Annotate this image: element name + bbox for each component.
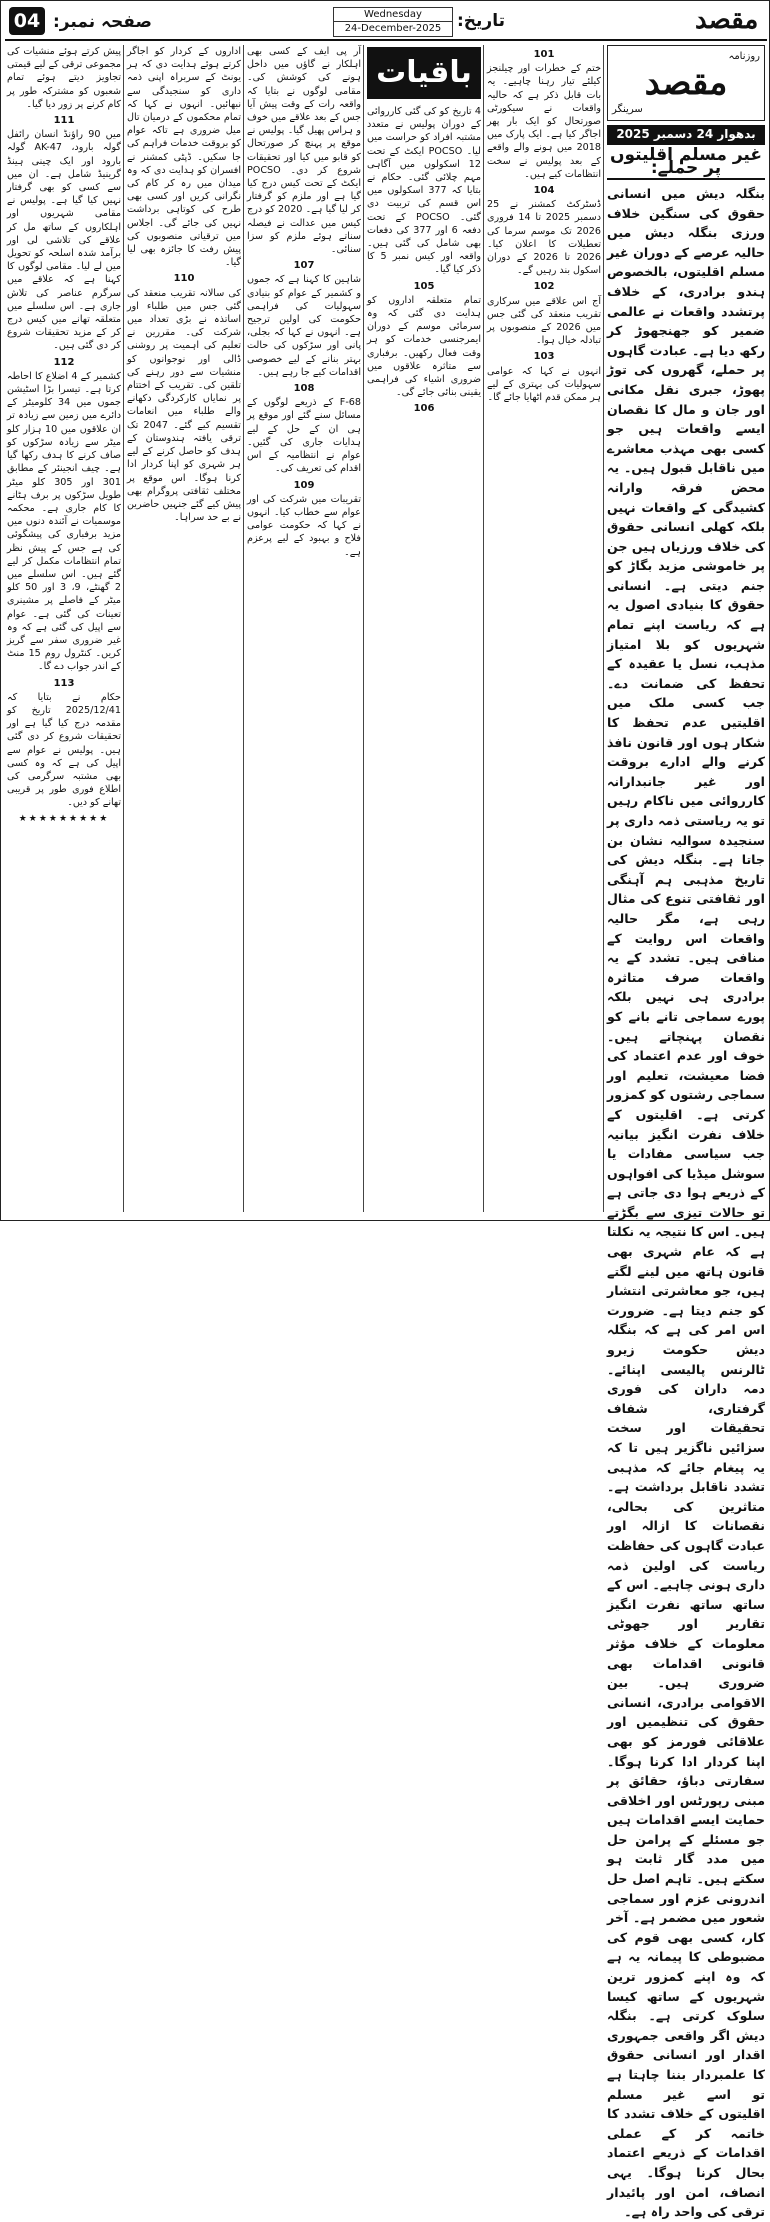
section-number: 103	[533, 351, 555, 363]
section-number: 108	[293, 383, 315, 395]
news-paragraph: ختم کے خطرات اور چیلنجز کیلئے تیار رہنا چاہیے۔ یہ بات قابل ذکر ہے کہ حالیہ واقعات نے سیکورٹی صورتحال کو ایک بار پھر اجاگر کیا ہے۔ ایک پارک میں 2018 میں ہونے والے واقعے کے بعد پولیس نے سخت انتظامات کیے ہیں۔	[487, 63, 601, 180]
news-paragraph: انہوں نے کہا کہ عوامی سہولیات کی بہتری کے لیے ہر ممکن قدم اٹھایا جائے گا۔	[487, 365, 601, 404]
masthead	[607, 45, 765, 121]
section-number: 102	[533, 281, 555, 293]
news-paragraph: اداروں کے کردار کو اجاگر کرتے ہوئے ہدایت دی کہ ہر یونٹ کے سربراہ اپنی ذمہ داری کو سنجیدگی سے نبھائیں۔ انہوں نے کہا کہ تمام محکموں کے درمیان تال میل ضروری ہے تاکہ عوام کو بروقت خدمات فراہم کی جا سکیں۔ ڈپٹی کمشنر نے افسران کو ہدایت دی کہ وہ میدان میں رہ کر کام کی نگرانی کریں اور کسی بھی طرح کی کوتاہی برداشت نہیں کی جائے گی۔ اجلاس میں ترقیاتی منصوبوں کی پیش رفت کا جائزہ بھی لیا گیا۔	[127, 46, 241, 269]
page-number-label: صفحہ نمبر:	[53, 12, 152, 32]
date-box	[333, 7, 453, 37]
masthead-rozname: روزنامہ	[728, 51, 760, 62]
section-number: 105	[413, 280, 435, 292]
editorial-text: بنگلہ دیش میں انسانی حقوق کی سنگین خلاف ورزی بنگلہ دیش میں حالیہ عرصے کے دوران غیر مسلم اقلیتوں، بالخصوص ہندو برادری، کے خلاف پرتشدد واقعات نے عالمی ضمیر کو جھنجھوڑ کر رکھ دیا ہے۔ عبادت گاہوں پر حملے، گھروں کی توڑ پھوڑ، جبری نقل مکانی اور جان و مال کا نقصان ایسے واقعات ہیں جو کسی بھی مہذب معاشرے میں ناقابل قبول ہیں۔ یہ محض فرقہ وارانہ کشیدگی کے واقعات نہیں بلکہ کھلی انسانی حقوق کی خلاف ورزیاں ہیں جن پر خاموشی مزید بگاڑ کو جنم دیتی ہے۔ انسانی حقوق کا بنیادی اصول یہ ہے کہ ریاست اپنے تمام شہریوں کو بلا امتیاز مذہب، نسل یا عقیدہ کے تحفظ کی ضمانت دے۔ جب کسی ملک میں اقلیتیں عدم تحفظ کا شکار ہوں اور قانون نافذ کرنے والے ادارے بروقت اور غیر جانبدارانہ کارروائی میں ناکام رہیں تو یہ ریاستی ذمہ داری پر سنجیدہ سوالیہ نشان بن جاتا ہے۔ بنگلہ دیش کی تاریخ مذہبی ہم آہنگی اور ثقافتی تنوع کی مثال رہی ہے، مگر حالیہ واقعات اس روایت کے منافی ہیں۔ تشدد کے یہ واقعات صرف متاثرہ برادری ہی نہیں بلکہ پورے سماجی تانے بانے کو نقصان پہنچاتے ہیں۔ خوف اور عدم اعتماد کی فضا معیشت، تعلیم اور سماجی رشتوں کو کمزور کرتی ہے۔ اقلیتوں کے خلاف نفرت انگیز بیانیہ جب سیاسی مفادات یا سوشل میڈیا کی افواہوں کے ذریعے ہوا دی جاتی ہے تو حالات تیزی سے بگڑتے ہیں۔ اس کا نتیجہ یہ نکلتا ہے کہ عام شہری بھی قانون ہاتھ میں لینے لگتے ہیں، جو معاشرتی انتشار کو جنم دیتا ہے۔ ضرورت اس امر کی ہے کہ بنگلہ دیش حکومت زیرو ٹالرنس پالیسی اپنائے۔ دمہ داران کی فوری گرفتاری، شفاف تحقیقات اور سخت سزائیں ناگزیر ہیں تا کہ یہ پیغام جائے کہ مذہبی تشدد ناقابل برداشت ہے۔ متاثرین کی بحالی، نقصانات کا ازالہ اور عبادت گاہوں کی حفاظت ریاست کی اولین ذمہ داری ہونی چاہیے۔ اس کے ساتھ ساتھ نفرت انگیز تقاریر اور جھوٹی معلومات کے خلاف مؤثر قانونی اقدامات بھی ضروری ہیں۔ بین الاقوامی برادری، انسانی حقوق کی تنظیمیں اور علاقائی فورمز کو بھی اپنا کردار ادا کرنا ہوگا۔ سفارتی دباؤ، حقائق پر مبنی رپورٹس اور اخلاقی حمایت ایسے اقدامات ہیں جو مسئلے کے پرامن حل میں مدد گار ثابت ہو سکتے ہیں۔ تاہم اصل حل اندرونی عزم اور سماجی شعور میں مضمر ہے۔ آخر کار، کسی بھی قوم کی مضبوطی کا پیمانہ یہ ہے کہ وہ اپنے کمزور ترین شہریوں کے ساتھ کیسا سلوک کرتی ہے۔ بنگلہ دیش اگر واقعی جمہوری اقدار اور انسانی حقوق کا علمبردار بننا چاہتا ہے تو اسے غیر مسلم اقلیتوں کے خلاف تشدد کا خاتمہ کر کے عملی اقدامات کے ذریعے اعتماد بحال کرنا ہوگا۔ یہی انصاف، امن اور پائیدار ترقی کی واحد راہ ہے۔	[607, 186, 765, 2220]
news-paragraph: میں 90 راؤنڈ انسان رائفل گولہ بارود، AK-47 گولہ بارود اور ایک چینی ہینڈ گرینیڈ شامل ہے۔ ان میں سے کسی کو بھی گرفتار نہیں کیا گیا ہے۔ پولیس نے مقامی شہریوں اور اہلکاروں کے ساتھ مل کر علاقے کی تلاشی لی اور برآمد شدہ اسلحہ کو تحویل میں لے لیا۔ مقامی لوگوں کا کہنا ہے کہ علاقے میں سرگرم عناصر کی تلاش جاری ہے۔ اس سلسلے میں متعلقہ تھانے میں کیس درج کر کے مزید تحقیقات شروع کر دی گئی ہیں۔	[7, 129, 121, 352]
editorial-column	[607, 45, 765, 2220]
page-header	[5, 5, 767, 41]
baqiyat-banner: باقیات	[367, 47, 481, 99]
news-paragraph: ڈسٹرکٹ کمشنر نے 25 دسمبر 2025 تا 14 فروری 2026 تک موسم سرما کی تعطیلات کا اعلان کیا۔ 2026 تا 2026 کے دوران اسکول بند رہیں گے۔	[487, 199, 601, 277]
news-paragraph: کشمیر کے 4 اضلاع کا احاطہ کرتا ہے۔ تیسرا بڑا اسٹیشن جموں میں 34 کلومیٹر کے دائرے میں زمین سے زیادہ تر ان علاقوں میں 10 ہزار کلو میٹر سے زیادہ سڑکوں کو صاف کرنے کا ہدف رکھا گیا ہے۔ چیف انجینئر کے مطابق 301 اور 305 کلو میٹر طویل سڑکوں پر برف ہٹانے کا کام جاری ہے۔ محکمہ موسمیات نے آئندہ دنوں میں مزید برفباری کی پیشگوئی کی ہے جس کے پیش نظر تمام انتظامات مکمل کر لیے گئے ہیں۔ اس سلسلے میں 2 گھنٹے، 9، 3 اور 50 کلو میٹر کے فاصلے پر مشینری تعینات کی گئی ہے۔ عوام سے اپیل کی گئی ہے کہ وہ غیر ضروری سفر سے گریز کریں۔ کنٹرول روم 15 منٹ کے اندر جواب دے گا۔	[7, 370, 122, 673]
stars-divider: ★★★★★★★★★	[18, 813, 110, 824]
news-paragraph: آر پی ایف کے کسی بھی اہلکار نے گاؤں میں داخل ہونے کی کوشش کی۔ مقامی لوگوں نے بتایا کہ واقعہ رات کے وقت پیش آیا جس کے بعد علاقے میں خوف و ہراس پھیل گیا۔ پولیس نے موقع پر پہنچ کر صورتحال کو قابو میں کیا اور تحقیقات شروع کر دی۔ POCSO ایکٹ کے تحت کیس درج کیا گیا ہے اور ملزم کو گرفتار کر لیا گیا ہے۔ 2020 کو درج کیس میں عدالت نے فیصلہ سناتے ہوئے ملزم کو سزا سنائی۔	[247, 46, 361, 256]
section-number: 110	[173, 273, 195, 285]
news-paragraph: تمام متعلقہ اداروں کو ہدایت دی گئی کہ وہ سرمائی موسم کے دوران ایمرجنسی خدمات کو ہر وقت فعال رکھیں۔ برفباری سے متاثرہ علاقوں میں ضروری اشیاء کی فراہمی یقینی بنائی جائے گی۔	[367, 294, 481, 399]
newspaper-logo: مقصد	[695, 5, 759, 35]
section-number: 112	[53, 356, 75, 368]
section-number: 107	[293, 260, 315, 272]
section-number: 104	[533, 185, 555, 197]
section-number: 106	[413, 403, 435, 415]
column-rule	[483, 45, 484, 1212]
column-4	[367, 45, 481, 1212]
column-1	[7, 45, 121, 1212]
column-3	[247, 45, 361, 1212]
news-paragraph: تقریبات میں شرکت کی اور عوام سے خطاب کیا۔ انہوں نے کہا کہ حکومت عوامی فلاح و بہبود کے لیے پرعزم ہے۔	[247, 493, 361, 558]
column-2	[127, 45, 241, 1212]
column-rule	[363, 45, 364, 1212]
editorial-title: غیر مسلم اقلیتوں پر حملے:	[607, 149, 765, 180]
news-paragraph: 4 تاریخ کو کی گئی کارروائی کے دوران پولیس نے متعدد مشتبہ افراد کو حراست میں لیا۔ POCSO ایکٹ کے تحت 12 اسکولوں میں آگاہی مہم چلائی گئی۔ حکام نے بتایا کہ 377 اسکولوں میں اس قسم کی تربیت دی گئی۔ POCSO کے تحت دفعہ 6 اور 377 کی دفعات بھی شامل کی گئی ہیں۔ واقعہ اور کیس نمبر 5 کا ذکر کیا گیا۔	[367, 106, 481, 276]
column-rule	[603, 45, 604, 1212]
masthead-name: مقصد	[644, 63, 728, 104]
news-paragraph: شاہین کا کہنا ہے کہ جموں و کشمیر کے عوام کو بنیادی سہولیات کی فراہمی حکومت کی اولین ترجیح ہے۔ انہوں نے کہا کہ بجلی، پانی اور سڑکوں کی حالت بہتر بنانے کے لیے خصوصی اقدامات کیے جا رہے ہیں۔	[247, 274, 361, 378]
column-rule	[243, 45, 244, 1212]
masthead-city: سرینگر	[612, 104, 643, 116]
news-paragraph: پیش کرتے ہوئے منشیات کی مجموعی ترقی کے لیے قیمتی تجاویز دیتے ہوئے تمام شعبوں کو مشترکہ طور پر کام کرنے پر زور دیا گیا۔	[7, 46, 121, 110]
news-paragraph: آج اس علاقے میں سرکاری تقریب منعقد کی گئی جس میں 2026 کے منصوبوں پر تبادلہ خیال ہوا۔	[487, 295, 601, 347]
news-paragraph: کی سالانہ تقریب منعقد کی گئی جس میں طلباء اور اساتذہ نے بڑی تعداد میں شرکت کی۔ مقررین نے تعلیم کی اہمیت پر روشنی ڈالی اور نوجوانوں کو منشیات سے دور رہنے کی تلقین کی۔ تقریب کے اختتام پر نمایاں کارکردگی دکھانے والے طلباء میں انعامات تقسیم کیے گئے۔ 2047 تک ترقی یافتہ ہندوستان کے ہدف کو حاصل کرنے کے لیے ہر شہری کو اپنا کردار ادا کرنا ہوگا۔ اس موقع پر مختلف ثقافتی پروگرام بھی پیش کیے گئے جنہیں حاضرین نے بے حد سراہا۔	[127, 287, 241, 524]
section-number: 109	[293, 479, 315, 491]
section-number: 101	[533, 49, 555, 60]
section-number: 111	[53, 115, 75, 127]
column-rule	[123, 45, 124, 1212]
date: 24-December-2025	[334, 21, 452, 35]
news-paragraph: حکام نے بتایا کہ 2025/12/41 تاریخ کو مقدمہ درج کیا گیا ہے اور تحقیقات شروع کر دی گئی ہیں۔ پولیس نے عوام سے اپیل کی ہے کہ وہ کسی بھی مشتبہ سرگرمی کی اطلاع فوری طور پر قریبی تھانے کو دیں۔	[7, 691, 121, 809]
column-5	[487, 45, 601, 1212]
masthead-date-strip: بدھوار 24 دسمبر 2025	[607, 125, 765, 144]
section-number: 113	[53, 677, 75, 689]
date-label: تاریخ:	[457, 11, 505, 31]
news-paragraph: F-68 کے ذریعے لوگوں کے مسائل سنے گئے اور موقع پر ہی ان کے حل کے لیے ہدایات جاری کی گئیں۔ عوام نے انتظامیہ کے اس اقدام کی تعریف کی۔	[247, 397, 361, 475]
weekday: Wednesday	[364, 9, 422, 20]
column-4-body	[367, 105, 481, 416]
page-number: 04	[9, 7, 45, 35]
